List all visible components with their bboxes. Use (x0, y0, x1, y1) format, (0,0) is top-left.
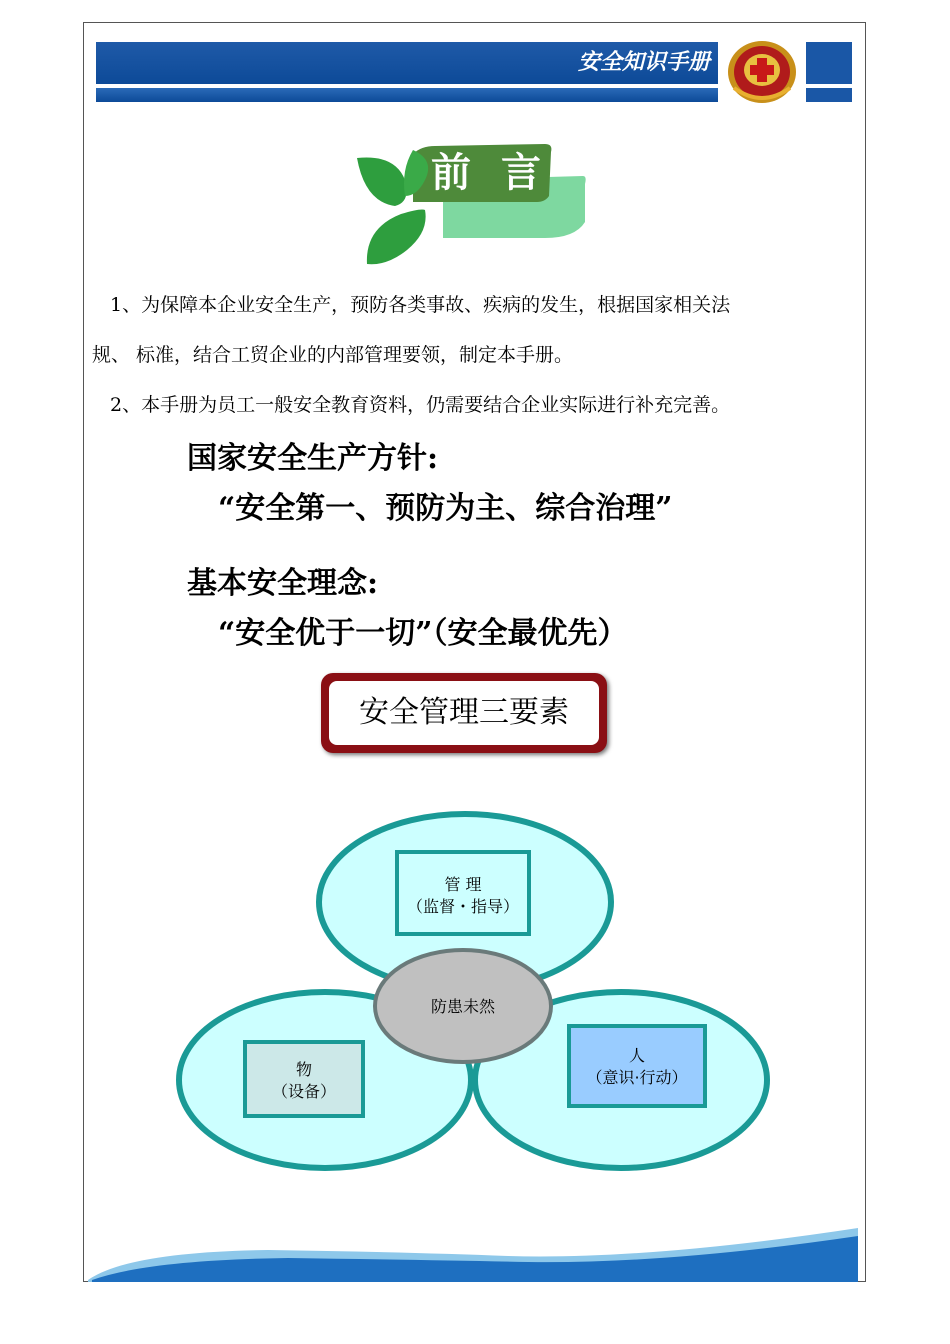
header-right-block (806, 42, 852, 84)
safety-elements-diagram (175, 810, 775, 1180)
paragraph-2: 2、本手册为员工一般安全教育资料，仍需要结合企业实际进行补充完善。 (110, 394, 731, 416)
three-elements-label: 安全管理三要素 (329, 681, 599, 745)
header-underline (96, 88, 718, 102)
three-elements-box (321, 673, 607, 753)
concept-heading: 基本安全理念: (187, 566, 379, 601)
diagram-left-line1: 物 (295, 1060, 312, 1079)
diagram-right-line2: （意识·行动） (586, 1068, 688, 1087)
header-right-underline (806, 88, 852, 102)
safety-emblem-icon (724, 38, 800, 106)
paragraph-1-line-1: 1、为保障本企业安全生产，预防各类事故、疾病的发生，根据国家相关法 (110, 294, 731, 316)
diagram-top-line2: （监督・指导） (406, 897, 519, 916)
footer-wave-decoration (88, 1222, 858, 1282)
preface-title: 前 言 (431, 150, 549, 196)
policy-quote: “安全第一、预防为主、综合治理” (218, 491, 673, 526)
diagram-left-line2: （设备） (271, 1082, 336, 1101)
diagram-top-line1: 管 理 (444, 875, 482, 894)
concept-quote: “安全优于一切”（安全最优先） (218, 616, 628, 651)
paragraph-1-line-2: 规、 标准，结合工贸企业的内部管理要领，制定本手册。 (92, 344, 574, 366)
policy-heading: 国家安全生产方针: (187, 441, 439, 476)
diagram-right-line1: 人 (628, 1046, 645, 1065)
header-title: 安全知识手册 (577, 50, 710, 75)
diagram-center-label: 防患未然 (430, 997, 495, 1016)
